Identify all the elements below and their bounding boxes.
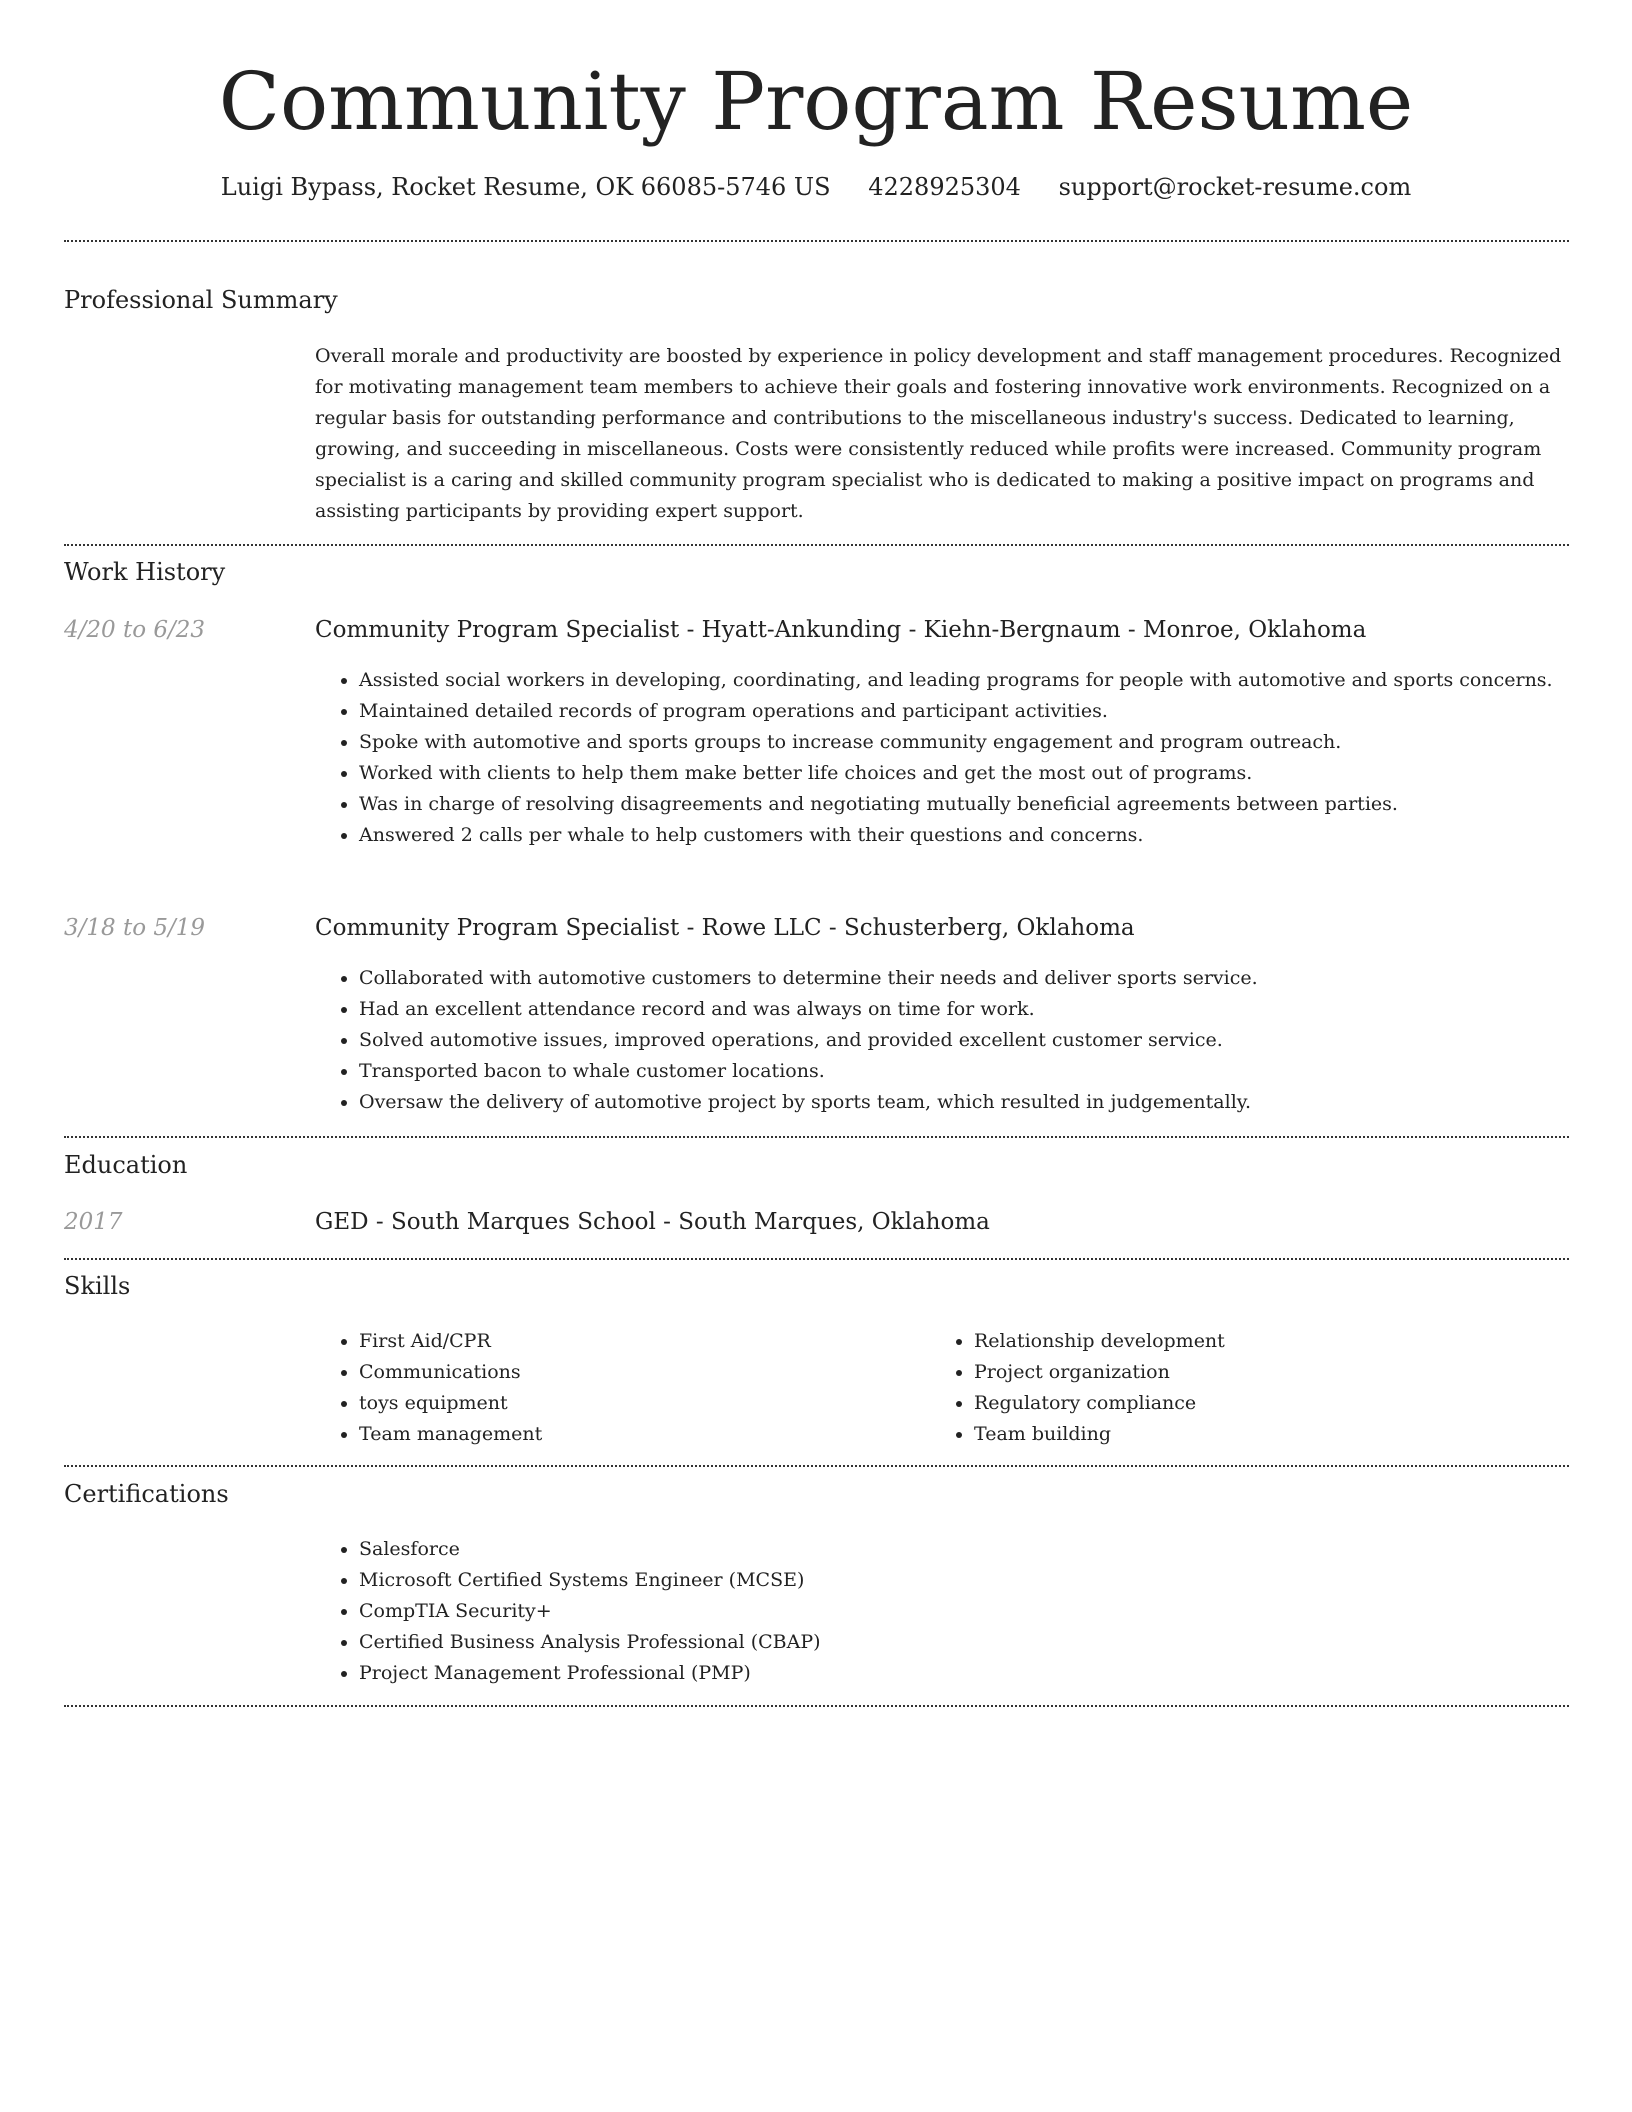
job-dates: 3/18 to 5/19	[64, 915, 206, 941]
contact-address: Luigi Bypass, Rocket Resume, OK 66085-5746 US	[220, 173, 831, 201]
divider	[64, 1465, 1569, 1467]
job-dates: 4/20 to 6/23	[64, 617, 206, 643]
section-title-education: Education	[64, 1151, 188, 1179]
certification-item: • Project Management Professional (PMP)	[359, 1658, 1359, 1689]
contact-email: support@rocket-resume.com	[1058, 173, 1412, 201]
skill-item: • First Aid/CPR	[359, 1326, 919, 1357]
certification-item: • Salesforce	[359, 1534, 1359, 1565]
section-title-certifications: Certifications	[64, 1480, 229, 1508]
job-bullet: • Answered 2 calls per whale to help customers with their questions and concerns.	[359, 820, 1571, 851]
job-bullet: • Worked with clients to help them make better life choices and get the most out of programs.	[359, 758, 1571, 789]
skills-list-left	[315, 1326, 919, 1450]
job-bullet: • Collaborated with automotive customers to determine their needs and deliver sports service.	[359, 963, 1571, 994]
education-date: 2017	[64, 1209, 123, 1235]
skill-item: • Team building	[974, 1419, 1534, 1450]
resume-title: Community Program Resume	[218, 55, 1414, 148]
job-bullet: • Oversaw the delivery of automotive project by sports team, which resulted in judgementally.	[359, 1087, 1571, 1118]
skill-item: • Project organization	[974, 1357, 1534, 1388]
job-title: Community Program Specialist - Rowe LLC - Schusterberg, Oklahoma	[315, 915, 1135, 941]
job-bullet: • Maintained detailed records of program operations and participant activities.	[359, 696, 1571, 727]
job-bullet: • Had an excellent attendance record and was always on time for work.	[359, 994, 1571, 1025]
contact-phone: 4228925304	[868, 173, 1021, 201]
divider	[64, 1258, 1569, 1260]
education-title: GED - South Marques School - South Marques, Oklahoma	[315, 1209, 990, 1235]
certification-item: • Certified Business Analysis Professional (CBAP)	[359, 1627, 1359, 1658]
section-title-summary: Professional Summary	[64, 286, 338, 314]
job-bullets	[315, 665, 1571, 851]
divider	[64, 544, 1569, 546]
job-title: Community Program Specialist - Hyatt-Ankunding - Kiehn-Bergnaum - Monroe, Oklahoma	[315, 617, 1367, 643]
job-bullet: • Solved automotive issues, improved operations, and provided excellent customer service.	[359, 1025, 1571, 1056]
certification-item: • CompTIA Security+	[359, 1596, 1359, 1627]
skill-item: • Communications	[359, 1357, 919, 1388]
job-bullet: • Was in charge of resolving disagreements and negotiating mutually beneficial agreements between parties.	[359, 789, 1571, 820]
divider	[64, 1705, 1569, 1707]
job-bullet: • Spoke with automotive and sports groups to increase community engagement and program outreach.	[359, 727, 1571, 758]
section-title-work: Work History	[64, 558, 226, 586]
skills-list-right	[930, 1326, 1534, 1450]
certification-item: • Microsoft Certified Systems Engineer (MCSE)	[359, 1565, 1359, 1596]
certifications-list	[315, 1534, 1359, 1689]
contact-line	[0, 170, 1632, 204]
divider	[64, 240, 1569, 242]
section-title-skills: Skills	[64, 1272, 131, 1300]
job-bullets	[315, 963, 1571, 1118]
skill-item: • Regulatory compliance	[974, 1388, 1534, 1419]
skill-item: • toys equipment	[359, 1388, 919, 1419]
skill-item: • Team management	[359, 1419, 919, 1450]
divider	[64, 1136, 1569, 1138]
job-bullet: • Transported bacon to whale customer locations.	[359, 1056, 1571, 1087]
skill-item: • Relationship development	[974, 1326, 1534, 1357]
summary-text: Overall morale and productivity are boosted by experience in policy development and staff management procedures. Recognized for motivating management team members to achieve their goals and fostering innovative work environments. Recognized on a regular basis for outstanding performance and contributions to the miscellaneous industry's success. Dedicated to learning, growing, and succeeding in miscellaneous. Costs were consistently reduced while profits were increased. Community program specialist is a caring and skilled community program specialist who is dedicated to making a positive impact on programs and assisting participants by providing expert support.	[315, 345, 1562, 522]
job-bullet: • Assisted social workers in developing, coordinating, and leading programs for people with automotive and sports concerns.	[359, 665, 1571, 696]
